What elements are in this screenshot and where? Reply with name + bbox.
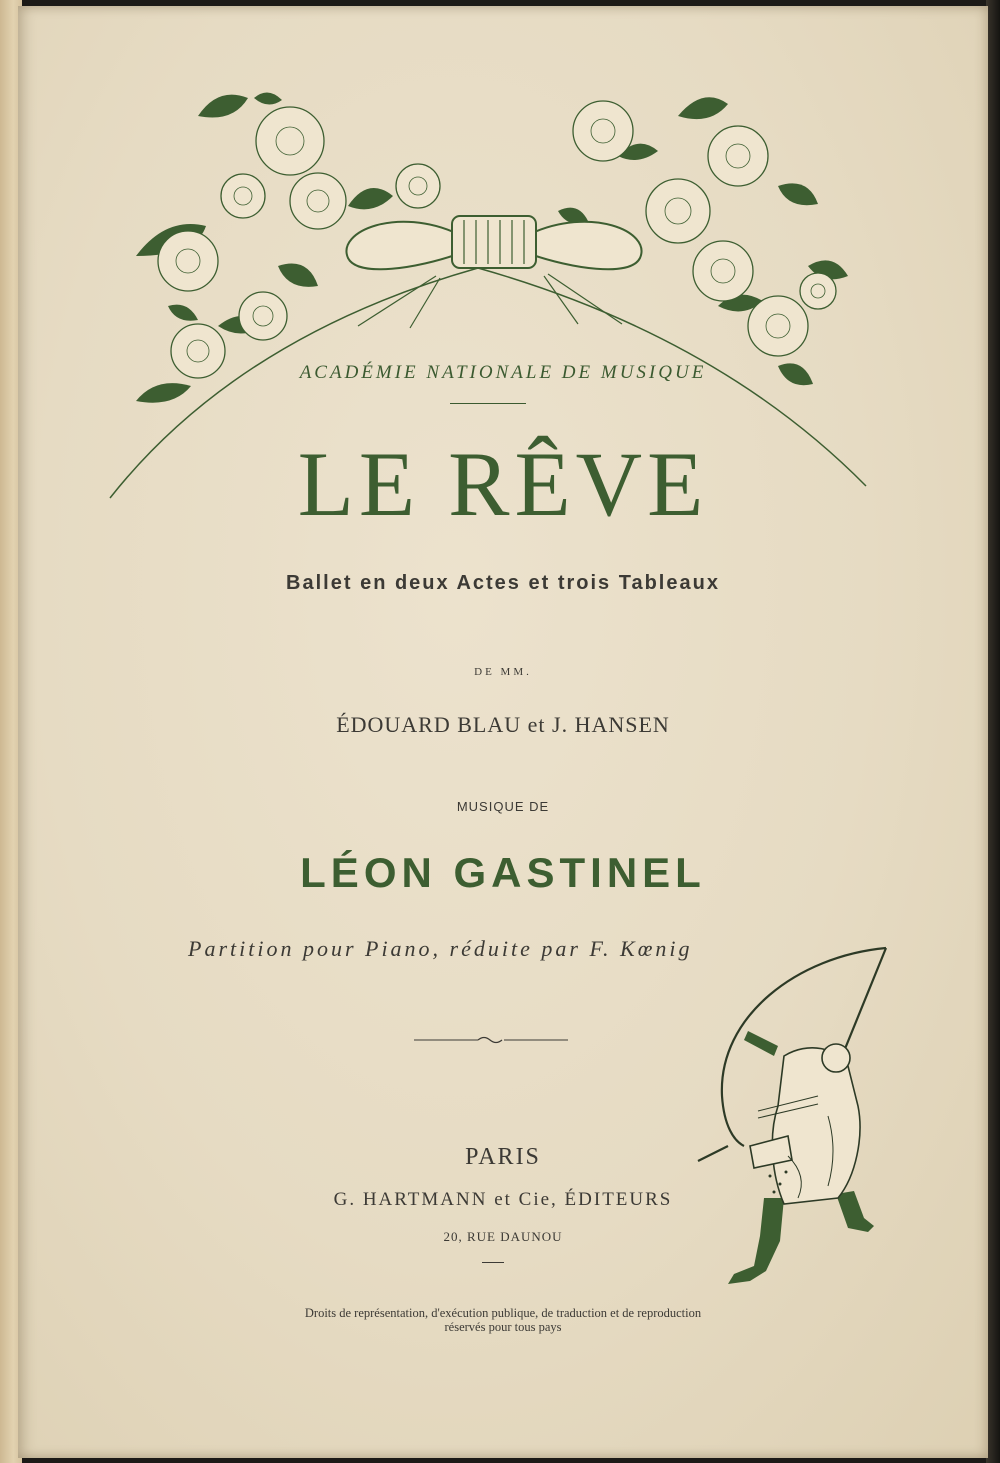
composer-name: LÉON GASTINEL bbox=[300, 849, 706, 896]
title-page bbox=[18, 6, 988, 1458]
composer-intro: MUSIQUE DE bbox=[456, 799, 550, 814]
ornamental-divider-icon bbox=[414, 1034, 568, 1046]
short-rule bbox=[450, 403, 526, 404]
librettists: ÉDOUARD BLAU et J. HANSEN bbox=[336, 712, 670, 737]
publisher-name: G. HARTMANN et Cie, ÉDITEURS bbox=[333, 1189, 673, 1210]
publisher-address: 20, RUE DAUNOU bbox=[443, 1229, 563, 1244]
work-subtitle: Ballet en deux Actes et trois Tableaux bbox=[286, 572, 720, 594]
arrangement-note: Partition pour Piano, réduite par F. Kœnig bbox=[188, 936, 693, 961]
book-cover-edge bbox=[986, 0, 1000, 1463]
tiny-rule bbox=[482, 1262, 504, 1263]
rights-line-1: Droits de représentation, d'exécution publique, de traduction et de reproduction bbox=[304, 1306, 702, 1320]
work-title: LE RÊVE bbox=[297, 433, 709, 535]
rights-line-2: réservés pour tous pays bbox=[444, 1320, 562, 1334]
rights-notice bbox=[18, 1306, 988, 1334]
publication-city: PARIS bbox=[465, 1144, 541, 1170]
institution-name: ACADÉMIE NATIONALE DE MUSIQUE bbox=[299, 362, 707, 383]
librettists-intro: DE MM. bbox=[474, 666, 532, 678]
